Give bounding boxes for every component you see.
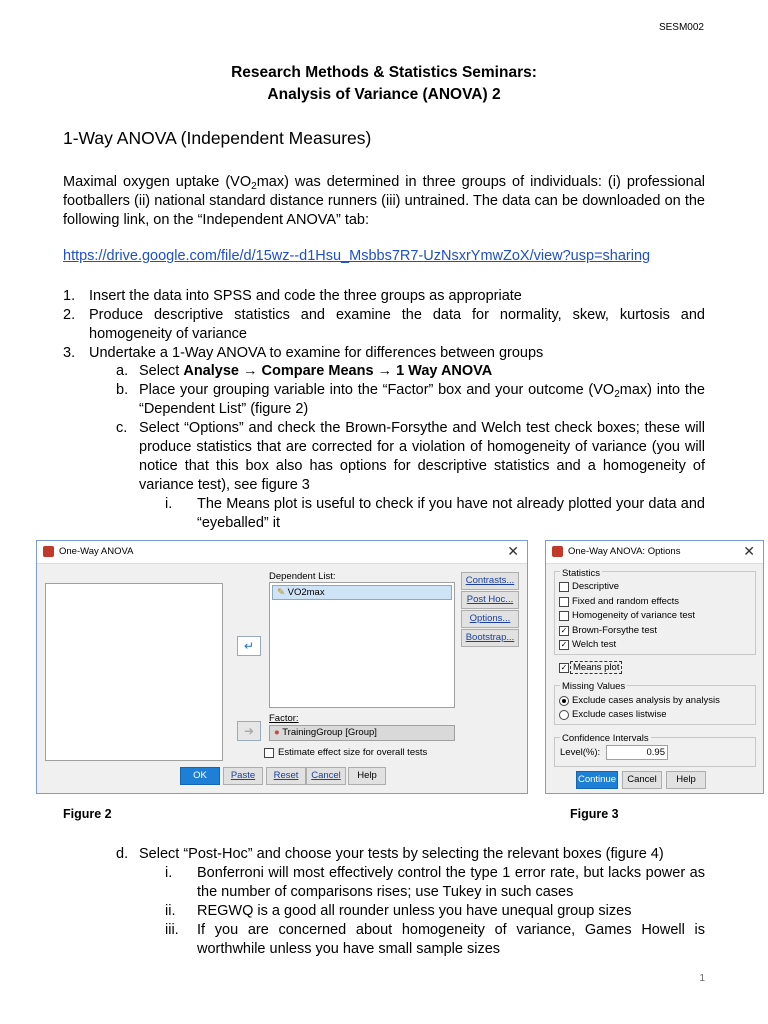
item-text: Insert the data into SPSS and code the three groups as appropriate — [89, 288, 522, 304]
close-icon[interactable]: ✕ — [507, 543, 519, 559]
brown-forsythe-label: Brown-Forsythe test — [572, 625, 657, 636]
cancel-button[interactable]: Cancel — [622, 771, 662, 789]
page-number: 1 — [699, 973, 705, 984]
item-letter: a. — [116, 363, 129, 379]
one-way-anova-dialog — [36, 540, 528, 794]
title-line-1: Research Methods & Statistics Seminars: — [231, 64, 537, 81]
welch-label: Welch test — [572, 639, 617, 650]
item-roman: iii. — [165, 922, 179, 938]
factor-label: Factor: — [269, 713, 299, 724]
item-text: Select “Post-Hoc” and choose your tests by selecting the relevant boxes (figure 4) — [139, 846, 664, 862]
nominal-variable-icon: ● — [274, 727, 280, 738]
item-roman: ii. — [165, 903, 176, 919]
welch-checkbox[interactable]: ✓ — [560, 640, 568, 649]
item-roman: i. — [165, 865, 173, 881]
dependent-list-item[interactable]: ✎ VO2max — [272, 585, 452, 600]
statistics-label: Statistics — [562, 568, 601, 579]
item-roman: i. — [165, 496, 173, 512]
post-hoc-button[interactable]: Post Hoc... — [461, 591, 519, 609]
fixed-random-checkbox[interactable] — [559, 597, 569, 607]
data-link[interactable]: https://drive.google.com/file/d/15wz--d1Hsu_Msbbs7R7-UzNsxrYmwZoX/view?usp=sharing — [63, 248, 651, 264]
level-input[interactable]: 0.95 — [606, 745, 668, 760]
options-button[interactable]: Options... — [461, 610, 519, 628]
fixed-random-label: Fixed and random effects — [572, 596, 680, 607]
means-plot-label: Means plot — [570, 661, 622, 674]
contrasts-button[interactable]: Contrasts... — [461, 572, 519, 590]
variable-list[interactable] — [45, 583, 223, 761]
homogeneity-checkbox[interactable] — [559, 611, 569, 621]
move-to-factor-button[interactable]: ➜ — [237, 721, 261, 741]
exclude-listwise-radio[interactable] — [559, 710, 569, 720]
exclude-listwise-label: Exclude cases listwise — [572, 709, 667, 720]
means-plot-checkbox[interactable]: ✓ — [560, 663, 568, 672]
section-heading: 1-Way ANOVA (Independent Measures) — [63, 128, 372, 148]
continue-button[interactable]: Continue — [576, 771, 618, 789]
scale-variable-icon: ✎ — [277, 587, 285, 598]
document-title — [0, 62, 768, 106]
dialog-titlebar — [37, 541, 527, 564]
ok-button[interactable]: OK — [180, 767, 220, 785]
item-text: Undertake a 1-Way ANOVA to examine for differences between groups — [89, 345, 544, 361]
dialog-title: One-Way ANOVA — [59, 546, 134, 557]
help-button[interactable]: Help — [348, 767, 386, 785]
spss-icon — [43, 546, 54, 557]
effect-size-label: Estimate effect size for overall tests — [278, 747, 428, 758]
exclude-analysis-radio[interactable] — [559, 696, 569, 706]
factor-box[interactable] — [269, 725, 455, 741]
anova-options-dialog — [545, 540, 764, 794]
bootstrap-button[interactable]: Bootstrap... — [461, 629, 519, 647]
item-number: 2. — [63, 307, 76, 323]
level-label: Level(%): — [560, 747, 601, 758]
effect-size-checkbox[interactable] — [264, 748, 274, 758]
page-code: SESM002 — [658, 22, 704, 33]
confidence-intervals-label: Confidence Intervals — [562, 733, 649, 744]
item-text: Place your grouping variable into the “Factor” box and your outcome $(VO_2\max)$ into the “Dependent List” (figure 2) — [139, 382, 705, 417]
dialog-titlebar — [546, 541, 763, 564]
paste-button[interactable]: Paste — [223, 767, 263, 785]
descriptive-label: Descriptive — [572, 581, 619, 592]
factor-item[interactable]: ● TrainingGroup [Group] — [274, 727, 377, 738]
spss-icon — [552, 546, 563, 557]
dialog-title: One-Way ANOVA: Options — [568, 546, 681, 557]
cancel-button[interactable]: Cancel — [306, 767, 346, 785]
dependent-list-box[interactable] — [269, 582, 455, 708]
item-number: 1. — [63, 288, 76, 304]
item-text: Select “Options” and check the Brown-Forsythe and Welch test check boxes; these will produce statistics that are corrected for a violation of homogeneity of variance (you will notice that this box also has options for descriptive statistics and a homogeneity of variance test), see figure 3 — [139, 420, 705, 493]
figure-2-caption: Figure 2 — [63, 807, 112, 821]
item-letter: c. — [116, 420, 128, 436]
item-text: REGWQ is a good all rounder unless you have unequal group sizes — [197, 903, 632, 919]
help-button[interactable]: Help — [666, 771, 706, 789]
figure-3-caption: Figure 3 — [570, 807, 619, 821]
descriptive-checkbox[interactable] — [559, 582, 569, 592]
item-text: The Means plot is useful to check if you have not already plotted your data and “eyeballed” it — [197, 496, 705, 531]
item-text: Select Analyse → Compare Means → 1 Way ANOVA — [139, 363, 493, 379]
reset-button[interactable]: Reset — [266, 767, 306, 785]
item-letter: b. — [116, 382, 129, 398]
item-number: 3. — [63, 345, 76, 361]
missing-values-label: Missing Values — [562, 681, 626, 692]
move-to-dependent-button[interactable]: ↵ — [237, 636, 261, 656]
homogeneity-label: Homogeneity of variance test — [572, 610, 696, 621]
intro-paragraph: Maximal oxygen uptake $(VO_2\max)$ was determined in three groups of individuals: (i) professional footballers (ii) national standard distance runners (iii) untrained. The data can be downloaded on the following link, on the “Independent ANOVA” tab: — [63, 174, 705, 228]
exclude-analysis-label: Exclude cases analysis by analysis — [572, 695, 720, 706]
item-text: If you are concerned about homogeneity of variance, Games Howell is worthwhile unless you have small sample sizes — [197, 922, 705, 957]
item-text: Produce descriptive statistics and examine the data for normality, skew, kurtosis and homogeneity of variance — [89, 307, 705, 342]
brown-forsythe-checkbox[interactable]: ✓ — [560, 626, 568, 635]
title-line-2: Analysis of Variance (ANOVA) 2 — [267, 86, 501, 103]
dependent-list-label: Dependent List: — [269, 571, 336, 582]
close-icon[interactable]: ✕ — [743, 543, 755, 559]
item-text: Bonferroni will most effectively control the type 1 error rate, but lacks power as the number of comparisons rises; use Tukey in such cases — [197, 865, 705, 900]
item-letter: d. — [116, 846, 129, 862]
